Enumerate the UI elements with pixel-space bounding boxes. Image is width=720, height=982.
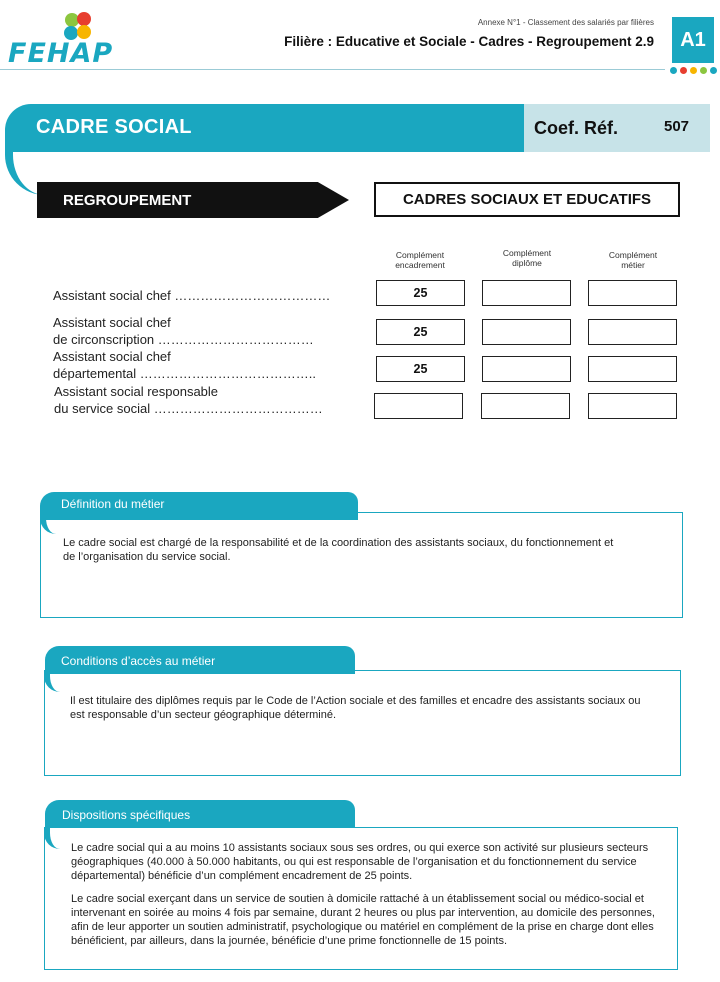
conditions-title: Conditions d’accès au métier <box>61 654 216 668</box>
metier-box-4 <box>588 393 677 419</box>
post-label-1: Assistant social chef ……………………………… <box>53 288 331 303</box>
dispositions-text-2: Le cadre social exerçant dans un service de soutien à domicile rattaché à un établissement social ou médico-social et intervenant en soirée au moins 4 fois par semaine, durant 2 heures ou plus par intervention, au domicile des personnes, afin de leur apporter un soutien administratif, psychologique ou matériel en complément de la prise en charge dont elles bénéficient, par ailleurs, dans la journée, bénéficie d’une prime fonctionnelle de 15 points. <box>71 893 655 947</box>
regroupement-value: CADRES SOCIAUX ET EDUCATIFS <box>374 182 680 217</box>
definition-frame <box>40 512 683 618</box>
header-complement-metier: Complément métier <box>608 250 658 270</box>
conditions-text: Il est titulaire des diplômes requis par le Code de l’Action sociale et des familles et encadre des assistants sociaux ou est responsable d’un secteur géographique déterminé. <box>70 695 641 721</box>
encadrement-box-2: 25 <box>376 319 465 345</box>
dot-1 <box>670 67 677 74</box>
header-complement-diplome: Complément diplôme <box>502 248 552 268</box>
job-title: CADRE SOCIAL <box>36 116 192 138</box>
diplome-box-2 <box>482 319 571 345</box>
annex-badge: A1 <box>672 17 714 63</box>
regroupement-label: REGROUPEMENT <box>63 192 192 209</box>
metier-box-1 <box>588 280 677 306</box>
encadrement-box-4 <box>374 393 463 419</box>
dot-3 <box>690 67 697 74</box>
fehap-logo: FEHAP <box>8 38 114 69</box>
diplome-box-3 <box>482 356 571 382</box>
post-label-3: Assistant social chef départemental ………………………………….. <box>53 349 316 381</box>
post-label-2: Assistant social chef de circonscription ……………………………… <box>53 315 314 347</box>
coef-value: 507 <box>664 118 690 135</box>
dot-2 <box>680 67 687 74</box>
dot-4 <box>700 67 707 74</box>
coef-label: Coef. Réf. <box>534 118 619 138</box>
header-divider <box>0 69 665 70</box>
filiere-title: Filière : Educative et Sociale - Cadres - Regroupement 2.9 <box>284 34 654 49</box>
annex-label: Annexe N°1 - Classement des salariés par filières <box>477 18 654 27</box>
post-label-4: Assistant social responsable du service social ………………………………… <box>54 384 323 416</box>
dot-5 <box>710 67 717 74</box>
header-complement-encadrement: Complément encadrement <box>395 250 445 270</box>
diplome-box-1 <box>482 280 571 306</box>
encadrement-box-1: 25 <box>376 280 465 306</box>
diplome-box-4 <box>481 393 570 419</box>
metier-box-3 <box>588 356 677 382</box>
dispositions-title: Dispositions spécifiques <box>62 808 191 822</box>
metier-box-2 <box>588 319 677 345</box>
conditions-frame <box>44 670 681 776</box>
definition-text: Le cadre social est chargé de la responsabilité et de la coordination des assistants sociaux, du fonctionnement et de l’organisation du service social. <box>63 537 614 563</box>
encadrement-box-3: 25 <box>376 356 465 382</box>
dispositions-text-1: Le cadre social qui a au moins 10 assistants sociaux sous ses ordres, ou qui exerce son activité sur plusieurs secteurs géographiques (40.000 à 50.000 habitants, ou qui est responsable de l’organisation et du fonctionnement du service départemental) bénéficie d’un complément encadrement de 25 points. <box>71 842 649 882</box>
definition-title: Définition du métier <box>61 497 165 511</box>
